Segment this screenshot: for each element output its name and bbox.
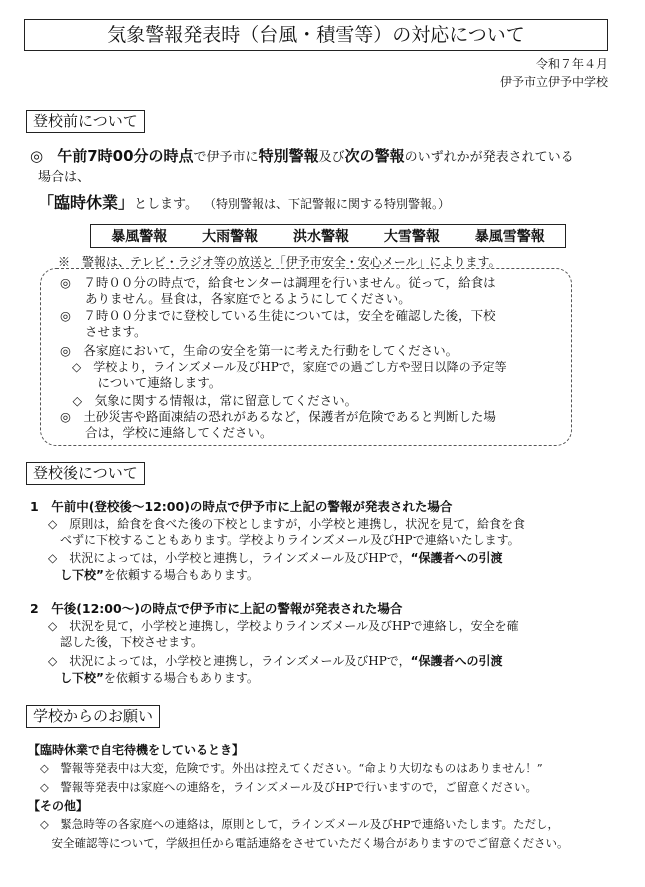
- notice-line: ◎ ７時００分までに登校している生徒については，安全を確認した後，下校: [60, 308, 496, 323]
- item1-title: 1 午前中(登校後～12:00)の時点で伊予市に上記の警報が発表された場合: [30, 499, 453, 514]
- sub-heading-other: 【その他】: [28, 799, 89, 813]
- lead-mark: ◎: [30, 147, 44, 165]
- warning-list: [90, 224, 566, 248]
- warning-item: 大雨警報: [202, 229, 259, 245]
- lead-time: 午前7時00分の時点: [57, 147, 194, 165]
- item1-line: ◇ 原則は，給食を食べた後の下校としますが，小学校と連携し，状況を見て，給食を食: [48, 517, 525, 531]
- school-name: 伊予市立伊予中学校: [499, 75, 608, 89]
- notice-line: について連絡します。: [60, 375, 222, 390]
- closure-line: 「臨時休業」とします。 （特別警報は、下記警報に関する特別警報。）: [38, 193, 450, 212]
- section-heading-requests: 学校からのお願い: [26, 705, 160, 728]
- warning-item: 暴風雪警報: [474, 229, 545, 245]
- lead-line: ◎ 午前7時00分の時点で伊予市に特別警報及び次の警報のいずれかが発表されている: [30, 147, 574, 165]
- lead-line-2: 場合は、: [38, 170, 91, 185]
- item1-line: ◇ 状況によっては，小学校と連携し，ラインズメール及びHPで，“保護者への引渡: [48, 551, 503, 565]
- date: 令和７年４月: [535, 57, 608, 71]
- closure-label: 「臨時休業」: [38, 193, 135, 212]
- request-line: ◇ 緊急時等の各家庭への連絡は，原則として，ラインズメール及びHPで連絡いたします。ただし，: [40, 817, 560, 831]
- request-line: ◇ 警報等発表中は家庭への連絡を，ラインズメール及びHPで行いますので，ご留意ください。: [40, 780, 537, 794]
- item1-line: し下校”を依頼する場合もあります。: [60, 568, 259, 582]
- warning-note: ※ 警報は、テレビ・ラジオ等の放送と「伊予市安全・安心メール」によります。: [58, 255, 501, 269]
- request-line: ◇ 警報等発表中は大変，危険です。外出は控えてください。“命より大切なものはありません！”: [40, 761, 543, 775]
- notice-line: ありません。昼食は，各家庭でとるようにしてください。: [60, 291, 411, 306]
- notice-line: させます。: [60, 324, 147, 339]
- item2-line: ◇ 状況によっては，小学校と連携し，ラインズメール及びHPで，“保護者への引渡: [48, 654, 503, 668]
- item2-line: し下校”を依頼する場合もあります。: [60, 671, 259, 685]
- page-title: 気象警報発表時（台風・積雪等）の対応について: [24, 19, 608, 51]
- item2-title: 2 午後(12:00～)の時点で伊予市に上記の警報が発表された場合: [30, 601, 403, 616]
- notice-line: ◇ 学校より，ラインズメール及びHPで，家庭での過ごし方や翌日以降の予定等: [60, 360, 507, 374]
- request-line: 安全確認等について，学級担任から電話連絡をさせていただく場合がありますのでご留意ください。: [40, 836, 569, 850]
- notice-line: ◇ 気象に関する情報は，常に留意してください。: [60, 393, 358, 408]
- sub-heading-closure: 【臨時休業で自宅待機をしているとき】: [28, 743, 245, 757]
- notice-line: ◎ 土砂災害や路面凍結の恐れがあるなど，保護者が危険であると判断した場: [60, 409, 496, 424]
- item1-line: べずに下校することもあります。学校よりラインズメール及びHPで連絡いたします。: [48, 533, 520, 547]
- item2-line: ◇ 状況を見て，小学校と連携し，学校よりラインズメール及びHPで連絡し，安全を確: [48, 619, 519, 633]
- warning-item: 大雪警報: [383, 229, 440, 245]
- notice-line: ◎ ７時００分の時点で，給食センターは調理を行いません。従って，給食は: [60, 275, 496, 290]
- notice-line: ◎ 各家庭において，生命の安全を第一に考えた行動をしてください。: [60, 343, 459, 358]
- warning-item: 洪水警報: [293, 229, 349, 245]
- section-heading-before-school: 登校前について: [26, 110, 145, 133]
- section-heading-after-school: 登校後について: [26, 462, 145, 485]
- item2-line: 認した後，下校させます。: [48, 635, 204, 649]
- warning-item: 暴風警報: [111, 229, 168, 245]
- notice-line: 合は，学校に連絡してください。: [60, 425, 273, 440]
